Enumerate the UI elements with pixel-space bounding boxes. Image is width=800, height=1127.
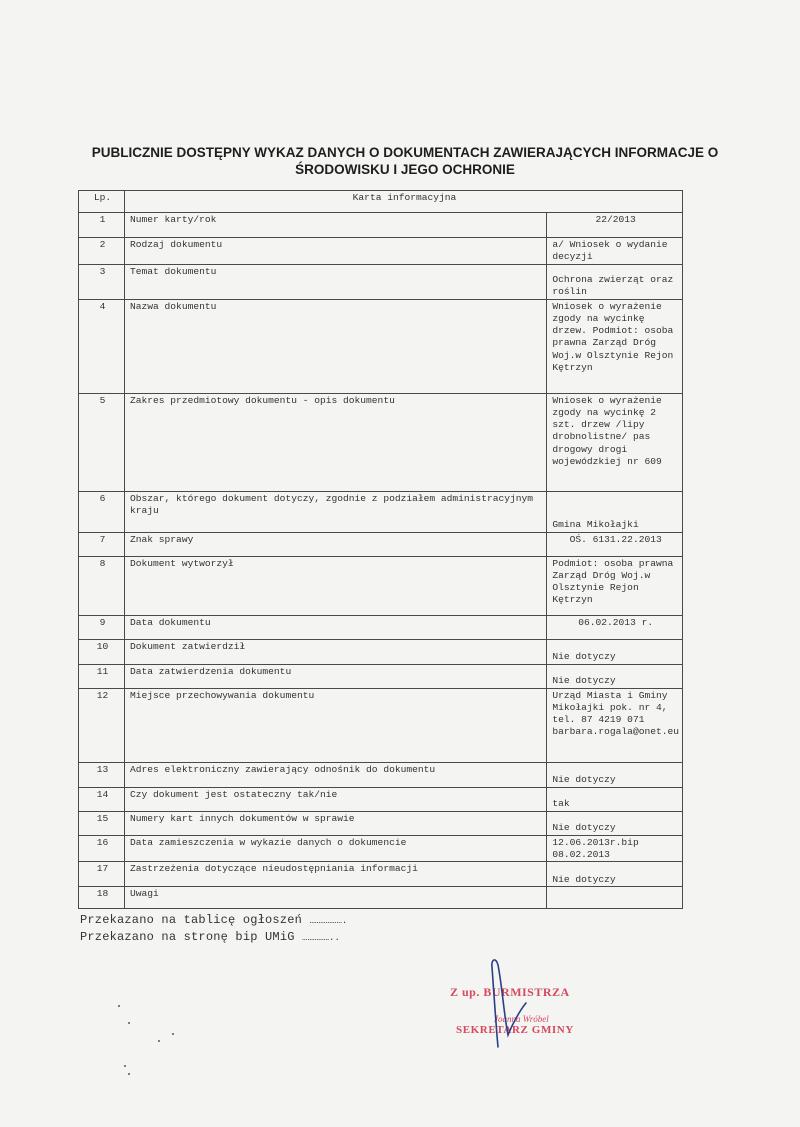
row-number: 3: [79, 264, 125, 299]
row-number: 8: [79, 556, 125, 615]
header-lp: Lp.: [79, 191, 125, 213]
row-number: 5: [79, 393, 125, 491]
row-value: OŚ. 6131.22.2013: [547, 532, 683, 556]
title-line-1: PUBLICZNIE DOSTĘPNY WYKAZ DANYCH O DOKUMENTACH ZAWIERAJĄCYCH INFORMACJE O: [91, 145, 719, 160]
row-number: 12: [79, 688, 125, 762]
stamp-line-2: Joanna Wróbel: [494, 1014, 549, 1024]
footer-notice-board: [80, 913, 347, 927]
footer-bip-label: Przekazano na stronę bip UMiG: [80, 930, 295, 944]
footer-notice-board-dots: ……………….: [309, 916, 348, 926]
row-value: Urząd Miasta i Gminy Mikołajki pok. nr 4, tel. 87 4219 071 barbara.rogala@onet.eu: [547, 688, 683, 762]
row-value: Podmiot: osoba prawna Zarząd Dróg Woj.w Olsztynie Rejon Kętrzyn: [547, 556, 683, 615]
row-number: 10: [79, 639, 125, 664]
row-label: Temat dokumentu: [125, 264, 547, 299]
row-label: Rodzaj dokumentu: [125, 238, 547, 265]
row-value: a/ Wniosek o wydanie decyzji: [547, 238, 683, 265]
table-row: [79, 688, 683, 762]
row-value: 06.02.2013 r.: [547, 615, 683, 639]
row-label: Zakres przedmiotowy dokumentu - opis dokumentu: [125, 393, 547, 491]
row-label: Adres elektroniczny zawierający odnośnik do dokumentu: [125, 762, 547, 787]
row-number: 15: [79, 811, 125, 835]
row-number: 11: [79, 664, 125, 688]
header-karta-informacyjna: Karta informacyjna: [125, 191, 683, 213]
row-number: 14: [79, 787, 125, 811]
table-row: [79, 615, 683, 639]
row-number: 16: [79, 835, 125, 862]
scan-speck: [124, 1065, 126, 1067]
row-value: 12.06.2013r.bip 08.02.2013: [547, 835, 683, 862]
row-label: Numer karty/rok: [125, 213, 547, 238]
footer-bip-page: [80, 930, 340, 944]
scan-speck: [118, 1005, 120, 1007]
stamp-line-3: SEKRETARZ GMINY: [456, 1024, 574, 1036]
row-number: 18: [79, 887, 125, 909]
row-label: Data zatwierdzenia dokumentu: [125, 664, 547, 688]
row-label: Znak sprawy: [125, 532, 547, 556]
table-row: [79, 762, 683, 787]
row-label: Data dokumentu: [125, 615, 547, 639]
row-label: Miejsce przechowywania dokumentu: [125, 688, 547, 762]
row-label: Obszar, którego dokument dotyczy, zgodnie z podziałem administracyjnym kraju: [125, 491, 547, 532]
handwritten-signature: [480, 955, 540, 1055]
information-card-table: [78, 190, 683, 909]
row-value: 22/2013: [547, 213, 683, 238]
row-label: Numery kart innych dokumentów w sprawie: [125, 811, 547, 835]
row-value: Nie dotyczy: [547, 811, 683, 835]
table-row: [79, 213, 683, 238]
footer-notice-board-label: Przekazano na tablicę ogłoszeń: [80, 913, 303, 927]
row-number: 9: [79, 615, 125, 639]
row-label: Uwagi: [125, 887, 547, 909]
stamp-line-1: Z up. BURMISTRZA: [450, 985, 570, 999]
table-row: [79, 664, 683, 688]
document-title: [60, 144, 750, 178]
row-value: Gmina Mikołajki: [547, 491, 683, 532]
scan-speck: [128, 1022, 130, 1024]
row-label: Dokument zatwierdził: [125, 639, 547, 664]
row-value: [547, 887, 683, 909]
row-number: 17: [79, 862, 125, 887]
scan-speck: [128, 1073, 130, 1075]
row-value: Nie dotyczy: [547, 639, 683, 664]
row-number: 7: [79, 532, 125, 556]
table-row: [79, 532, 683, 556]
row-number: 6: [79, 491, 125, 532]
row-label: Czy dokument jest ostateczny tak/nie: [125, 787, 547, 811]
table-row: [79, 299, 683, 393]
row-value: Wniosek o wyrażenie zgody na wycinkę drzew. Podmiot: osoba prawna Zarząd Dróg Woj.w Olsztynie Rejon Kętrzyn: [547, 299, 683, 393]
table-row: [79, 835, 683, 862]
table-row: [79, 811, 683, 835]
table-row: [79, 491, 683, 532]
row-value: Nie dotyczy: [547, 664, 683, 688]
table-row: [79, 238, 683, 265]
table-row: [79, 887, 683, 909]
table-row: [79, 639, 683, 664]
row-value: Nie dotyczy: [547, 862, 683, 887]
row-label: Dokument wytworzył: [125, 556, 547, 615]
row-label: Data zamieszczenia w wykazie danych o dokumencie: [125, 835, 547, 862]
footer-bip-dots: ……………..: [302, 933, 340, 943]
row-number: 4: [79, 299, 125, 393]
row-number: 13: [79, 762, 125, 787]
table-row: [79, 862, 683, 887]
row-value: Wniosek o wyrażenie zgody na wycinkę 2 szt. drzew /lipy drobnolistne/ pas drogowy drogi wojewódzkiej nr 609: [547, 393, 683, 491]
row-number: 1: [79, 213, 125, 238]
row-value: tak: [547, 787, 683, 811]
row-label: Nazwa dokumentu: [125, 299, 547, 393]
table-header-row: [79, 191, 683, 213]
row-number: 2: [79, 238, 125, 265]
table-row: [79, 556, 683, 615]
row-value: Nie dotyczy: [547, 762, 683, 787]
title-line-2: ŚRODOWISKU I JEGO OCHRONIE: [295, 162, 515, 177]
scan-speck: [172, 1033, 174, 1035]
table-row: [79, 393, 683, 491]
scan-speck: [158, 1040, 160, 1042]
row-value: Ochrona zwierząt oraz roślin: [547, 264, 683, 299]
table-row: [79, 787, 683, 811]
row-label: Zastrzeżenia dotyczące nieudostępniania informacji: [125, 862, 547, 887]
table-row: [79, 264, 683, 299]
